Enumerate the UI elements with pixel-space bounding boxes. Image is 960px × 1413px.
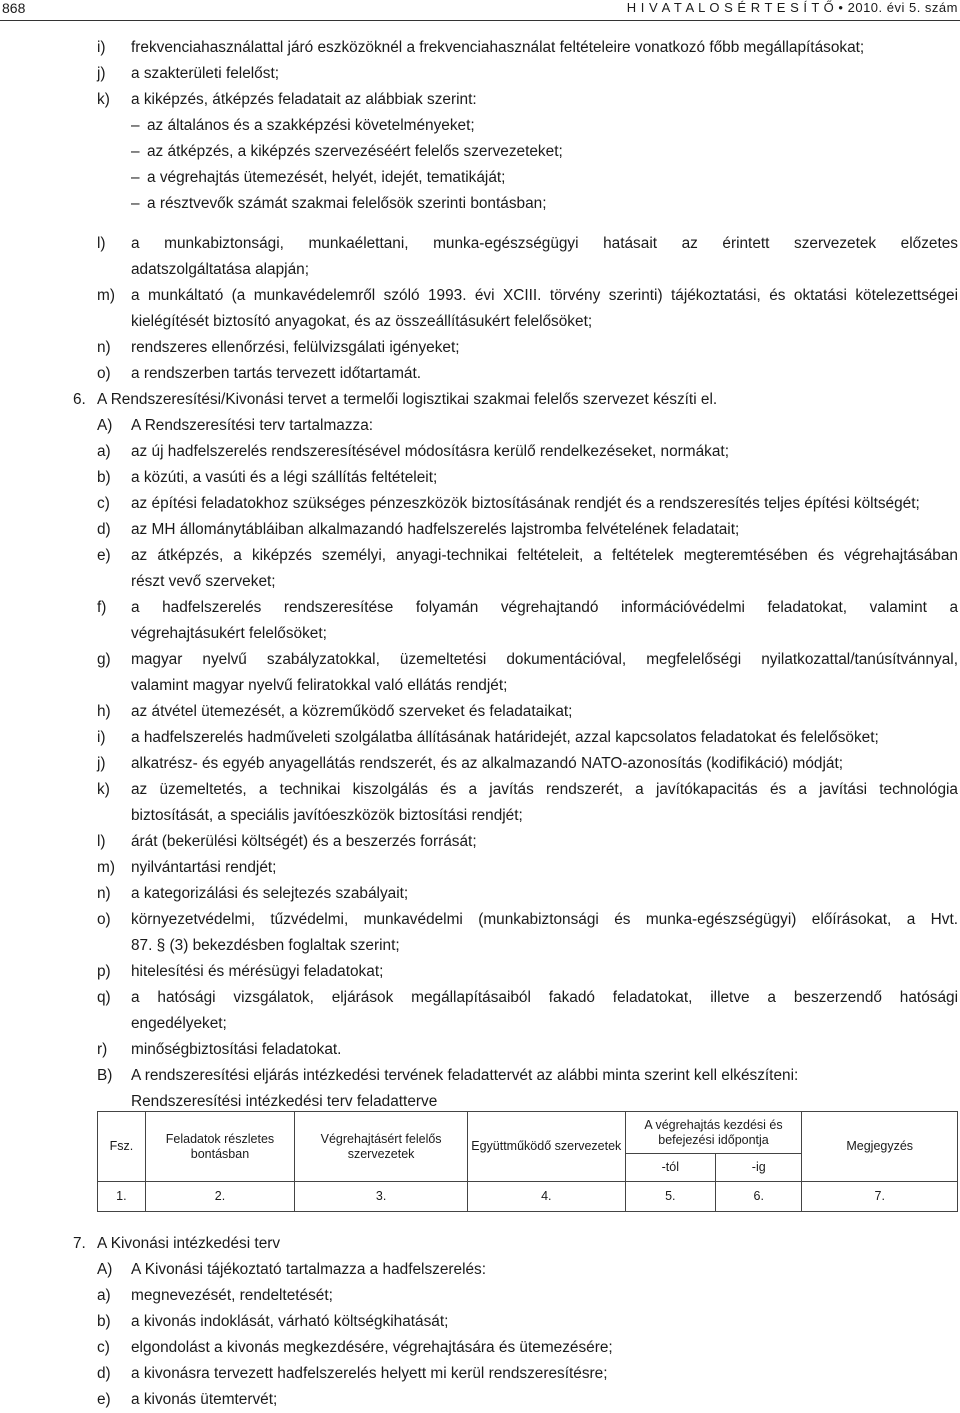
- item-text-line2: engedélyeket;: [131, 1015, 227, 1032]
- item-text: a kiképzés, átképzés feladatait az alábbiak szerint:: [131, 91, 477, 108]
- item-label: k): [97, 781, 110, 798]
- item-label: g): [97, 651, 111, 668]
- item-text: A Kivonási intézkedési terv: [97, 1235, 281, 1252]
- item-text: a kivonás ütemtervét;: [131, 1391, 278, 1408]
- list-item: [0, 1387, 960, 1413]
- item-text-line2: valamint magyar nyelvű feliratokkal való ellátás rendjét;: [131, 677, 508, 694]
- item-text: minőségbiztosítási feladatokat.: [131, 1041, 342, 1058]
- item-text-line1: A rendszeresítési eljárás intézkedési tervének feladattervét az alábbi minta szerint kell elkészíteni:: [131, 1067, 799, 1084]
- item-label: i): [97, 39, 106, 56]
- table-number-cell: 6.: [716, 1182, 802, 1212]
- table-number-cell: 4.: [468, 1182, 626, 1212]
- list-item: [0, 1309, 960, 1335]
- list-item: [0, 777, 960, 803]
- list-item: [0, 959, 960, 985]
- item-text-line1: a hadfelszerelés rendszeresítése folyamán végrehajtandó információvédelmi feladatokat, valamint a: [131, 599, 958, 616]
- item-label: o): [97, 365, 111, 382]
- item-label: r): [97, 1041, 108, 1058]
- list-item: [0, 907, 960, 933]
- item-text-line2: végrehajtásukért felelősöket;: [131, 625, 327, 642]
- item-label: B): [97, 1067, 113, 1084]
- list-item-continued: [0, 621, 960, 647]
- item-text: hitelesítési és mérésügyi feladatokat;: [131, 963, 384, 980]
- table-header-cell: A végrehajtás kezdési és befejezési időpontja: [625, 1112, 802, 1154]
- dash-item: [0, 139, 960, 165]
- item-text: a szakterületi felelőst;: [131, 65, 279, 82]
- list-item: [0, 87, 960, 113]
- page-header: [0, 0, 960, 20]
- item-label: l): [97, 235, 106, 252]
- item-label: n): [97, 885, 111, 902]
- list-item: [0, 361, 960, 387]
- item-label: l): [97, 833, 106, 850]
- item-text-line2: adatszolgáltatása alapján;: [131, 261, 309, 278]
- list-item: [0, 1361, 960, 1387]
- item-text: a kivonás indoklását, várható költségkihatását;: [131, 1313, 449, 1330]
- item-text: árát (bekerülési költségét) és a beszerzés forrását;: [131, 833, 477, 850]
- item-label: d): [97, 1365, 111, 1382]
- item-label: m): [97, 859, 115, 876]
- item-text: a hadfelszerelés hadműveleti szolgálatba állításának határidejét, azzal kapcsolatos feladatokat és felelősöket;: [131, 729, 879, 746]
- list-item-continued: [0, 309, 960, 335]
- item-label: n): [97, 339, 111, 356]
- list-item: [0, 35, 960, 61]
- list-item: [0, 335, 960, 361]
- dash-marker: –: [131, 143, 140, 160]
- table-subheader-cell: -tól: [625, 1154, 715, 1182]
- item-text: A Kivonási tájékoztató tartalmazza a hadfelszerelés:: [131, 1261, 487, 1278]
- list-item: [0, 283, 960, 309]
- item-label: e): [97, 1391, 111, 1408]
- publication-title: H I V A T A L O S É R T E S Í T Ő: [626, 0, 835, 15]
- table-header-cell: Feladatok részletes bontásban: [145, 1112, 294, 1182]
- list-item: [0, 855, 960, 881]
- table-number-cell: 3.: [295, 1182, 468, 1212]
- list-item: [0, 725, 960, 751]
- item-text: az építési feladatokhoz szükséges pénzeszközök biztosításának rendjét és a rendszeresítés teljes építési költségét;: [131, 495, 920, 512]
- table-header-cell: Megjegyzés: [802, 1112, 958, 1182]
- item-text-line2: kielégítését biztosító anyagokat, és az összeállításukért felelősöket;: [131, 313, 593, 330]
- item-label: h): [97, 703, 111, 720]
- item-text: rendszeres ellenőrzési, felülvizsgálati igényeket;: [131, 339, 460, 356]
- item-label: c): [97, 495, 110, 512]
- item-text: A Rendszeresítési terv tartalmazza:: [131, 417, 374, 434]
- item-text: az általános és a szakképzési követelményeket;: [147, 117, 475, 134]
- list-item: [0, 231, 960, 257]
- publication-info: [627, 0, 958, 15]
- item-text: elgondolást a kivonás megkezdésére, végrehajtására és ütemezésére;: [131, 1339, 613, 1356]
- list-item-continued: [0, 933, 960, 959]
- item-text: az átvétel ütemezését, a közreműködő szerveket és feladataikat;: [131, 703, 573, 720]
- item-text-line1: magyar nyelvű szabályzatokkal, üzemeltetési dokumentációval, megfelelőségi nyilatkozattal/tanúsítvánnyal,: [131, 651, 958, 668]
- list-item: [0, 61, 960, 87]
- item-text: az MH állománytábláiban alkalmazandó hadfelszerelés lajstromba felvételének feladatait;: [131, 521, 740, 538]
- dash-marker: –: [131, 169, 140, 186]
- table-number-cell: 1.: [98, 1182, 146, 1212]
- item-label: q): [97, 989, 111, 1006]
- item-label: m): [97, 287, 115, 304]
- item-label: j): [97, 65, 106, 82]
- item-label: b): [97, 1313, 111, 1330]
- list-item-continued: [0, 569, 960, 595]
- list-item: [0, 1037, 960, 1063]
- item-text-line1: a munkabiztonsági, munkaélettani, munka-egészségügyi hatásait az érintett szervezetek előzetes: [131, 235, 958, 252]
- list-item: [0, 1063, 960, 1089]
- item-label: j): [97, 755, 106, 772]
- item-label: k): [97, 91, 110, 108]
- item-label: f): [97, 599, 107, 616]
- item-text-line2: 87. § (3) bekezdésben foglaltak szerint;: [131, 937, 400, 954]
- item-text: megnevezését, rendeltetését;: [131, 1287, 333, 1304]
- list-item: [0, 985, 960, 1011]
- list-item-continued: [0, 673, 960, 699]
- item-text: a végrehajtás ütemezését, helyét, idejét, tematikáját;: [147, 169, 506, 186]
- list-item: [0, 491, 960, 517]
- item-text: nyilvántartási rendjét;: [131, 859, 277, 876]
- list-item: [0, 1335, 960, 1361]
- item-text: a kivonásra tervezett hadfelszerelés helyett mi kerül rendszeresítésre;: [131, 1365, 608, 1382]
- dash-marker: –: [131, 117, 140, 134]
- list-item-continued: [0, 803, 960, 829]
- item-label: d): [97, 521, 111, 538]
- list-item: [0, 465, 960, 491]
- item-text: alkatrész- és egyéb anyagellátás rendszerét, és az alkalmazandó NATO-azonosítás (kodifikáció) módját;: [131, 755, 844, 772]
- item-text-line2: Rendszeresítési intézkedési terv feladatterve: [131, 1093, 438, 1110]
- item-text: a rendszerben tartás tervezett időtartamát.: [131, 365, 422, 382]
- table-header-cell: Együttműködő szervezetek: [468, 1112, 626, 1182]
- item-label: o): [97, 911, 111, 928]
- list-item: [0, 751, 960, 777]
- table-header-row: [98, 1112, 958, 1154]
- dash-item: [0, 191, 960, 217]
- list-item: [0, 1283, 960, 1309]
- item-label: a): [97, 443, 111, 460]
- list-item: [0, 595, 960, 621]
- list-item: [0, 543, 960, 569]
- item-text: a kategorizálási és selejtezés szabályait;: [131, 885, 409, 902]
- item-text: a résztvevők számát szakmai felelősök szerinti bontásban;: [147, 195, 547, 212]
- page-number: 868: [2, 0, 26, 16]
- list-item-continued: [0, 257, 960, 283]
- table-subheader-cell: -ig: [716, 1154, 802, 1182]
- item-text-line1: az üzemeltetés, a technikai kiszolgálás és a javítás rendszerét, a javítókapacitás és a javítási technológia: [131, 781, 958, 798]
- list-item: [0, 699, 960, 725]
- item-label: 7.: [73, 1235, 86, 1252]
- dash-item: [0, 113, 960, 139]
- table-number-row: [98, 1182, 958, 1212]
- item-label: A): [97, 1261, 113, 1278]
- list-item: [0, 517, 960, 543]
- table-number-cell: 7.: [802, 1182, 958, 1212]
- list-item: [0, 881, 960, 907]
- table-header-cell: Végrehajtásért felelős szervezetek: [295, 1112, 468, 1182]
- list-item: [0, 647, 960, 673]
- section-heading: [0, 1231, 960, 1257]
- list-item: [0, 439, 960, 465]
- item-label: A): [97, 417, 113, 434]
- dash-marker: –: [131, 195, 140, 212]
- item-text-line2: biztosítását, a speciális javítóeszközök biztosítási rendjét;: [131, 807, 523, 824]
- item-label: i): [97, 729, 106, 746]
- table-number-cell: 2.: [145, 1182, 294, 1212]
- item-text-line1: környezetvédelmi, tűzvédelmi, munkavédelmi (munkabiztonsági és munka-egészségügyi) előírásokat, a Hvt.: [131, 911, 958, 928]
- dash-item: [0, 165, 960, 191]
- item-text: A Rendszeresítési/Kivonási tervet a termelői logisztikai szakmai felelős szervezet készíti el.: [97, 391, 718, 408]
- item-label: p): [97, 963, 111, 980]
- section-heading: [0, 387, 960, 413]
- item-text-line2: részt vevő szerveket;: [131, 573, 276, 590]
- subsection-heading: [0, 413, 960, 439]
- issue-number: 2010. évi 5. szám: [847, 0, 958, 15]
- item-text: frekvenciahasználattal járó eszközöknél a frekvenciahasználat feltételeire vonatkozó főbb megállapításokat;: [131, 39, 865, 56]
- bullet-separator: •: [838, 0, 844, 15]
- item-label: b): [97, 469, 111, 486]
- header-divider: [0, 20, 960, 21]
- table-number-cell: 5.: [625, 1182, 715, 1212]
- item-text-line1: az átképzés, a kiképzés személyi, anyagi-technikai feltételeit, a feltételek megteremtésében és végrehajtásában: [131, 547, 958, 564]
- item-text: a közúti, a vasúti és a légi szállítás feltételeit;: [131, 469, 438, 486]
- item-label: c): [97, 1339, 110, 1356]
- list-item-continued: [0, 1011, 960, 1037]
- item-text: az új hadfelszerelés rendszeresítésével módosításra kerülő rendelkezéseket, normákat;: [131, 443, 729, 460]
- item-text-line1: a munkáltató (a munkavédelemről szóló 1993. évi XCIII. törvény szerinti) tájékoztatási, és oktatási kötelezettségei: [131, 287, 958, 304]
- subsection-heading: [0, 1257, 960, 1283]
- item-text-line1: a hatósági vizsgálatok, eljárások megállapításaiból fakadó feladatokat, illetve a beszerzendő hatósági: [131, 989, 958, 1006]
- item-label: e): [97, 547, 111, 564]
- item-label: 6.: [73, 391, 86, 408]
- item-text: az átképzés, a kiképzés szervezéséért felelős szervezeteket;: [147, 143, 563, 160]
- table-header-cell: Fsz.: [98, 1112, 146, 1182]
- item-label: a): [97, 1287, 111, 1304]
- list-item: [0, 829, 960, 855]
- task-plan-table: [97, 1111, 958, 1212]
